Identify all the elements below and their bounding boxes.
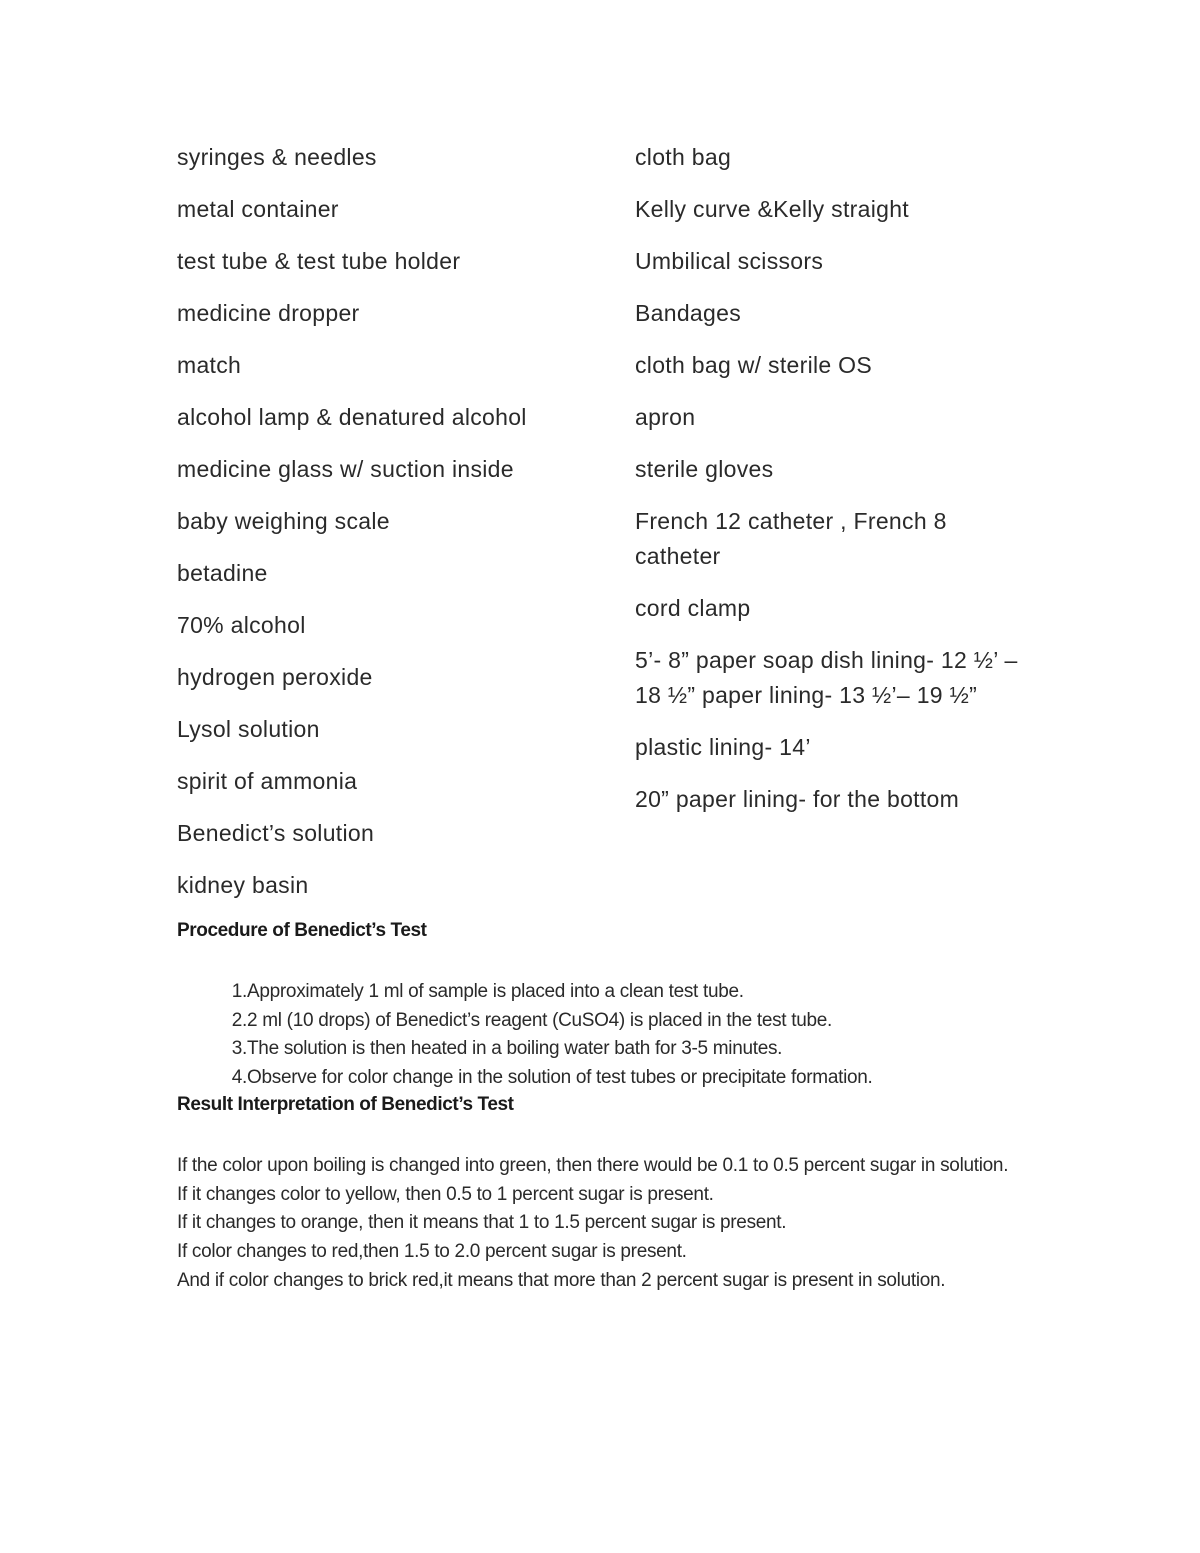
result-line: If color changes to red,then 1.5 to 2.0 percent sugar is present. — [177, 1241, 687, 1263]
step-number: 3. — [231, 1038, 247, 1060]
equipment-item: hydrogen peroxide — [177, 664, 373, 690]
equipment-item: Benedict’s solution — [177, 820, 375, 846]
equipment-item: Kelly curve &Kelly straight — [635, 196, 909, 222]
equipment-item: sterile gloves — [635, 456, 774, 482]
list-item — [177, 1007, 1037, 1036]
equipment-item: baby weighing scale — [177, 508, 390, 534]
step-number: 2. — [231, 1009, 247, 1031]
equipment-list-right — [635, 140, 1035, 834]
equipment-item: French 12 catheter , French 8 catheter — [635, 508, 947, 569]
equipment-item: betadine — [177, 560, 268, 586]
result-line: If it changes color to yellow, then 0.5 to 1 percent sugar is present. — [177, 1183, 714, 1205]
result-title: Result Interpretation of Benedict’s Test — [177, 1094, 514, 1115]
list-item — [177, 1064, 1037, 1093]
step-number: 4. — [231, 1067, 247, 1089]
step-text: The solution is then heated in a boiling water bath for 3-5 minutes. — [247, 1038, 783, 1060]
equipment-item: spirit of ammonia — [177, 768, 358, 794]
equipment-list-left — [177, 140, 617, 920]
step-text: Approximately 1 ml of sample is placed into a clean test tube. — [247, 981, 744, 1002]
list-item — [177, 1035, 1037, 1064]
equipment-item: cloth bag — [635, 144, 732, 170]
result-line: And if color changes to brick red,it means that more than 2 percent sugar is present in solution. — [177, 1269, 946, 1291]
equipment-item: kidney basin — [177, 872, 309, 898]
result-line: If the color upon boiling is changed into green, then there would be 0.1 to 0.5 percent sugar in solution. — [177, 1155, 1009, 1176]
equipment-item: Lysol solution — [177, 716, 320, 742]
equipment-item: alcohol lamp & denatured alcohol — [177, 404, 527, 430]
step-text: Observe for color change in the solution of test tubes or precipitate formation. — [247, 1067, 873, 1089]
equipment-item: medicine glass w/ suction inside — [177, 456, 514, 482]
list-item — [177, 978, 1037, 1007]
equipment-item: cloth bag w/ sterile OS — [635, 352, 873, 378]
equipment-item: syringes & needles — [177, 144, 377, 170]
step-text: 2 ml (10 drops) of Benedict’s reagent (CuSO4) is placed in the test tube. — [247, 1009, 833, 1031]
equipment-item: 5’- 8” paper soap dish lining- 12 ½’ – 18 ½” paper lining- 13 ½’– 19 ½” — [635, 647, 1018, 708]
equipment-item: metal container — [177, 196, 339, 222]
equipment-item: 70% alcohol — [177, 612, 306, 638]
equipment-item: 20” paper lining- for the bottom — [635, 786, 960, 812]
procedure-steps — [177, 978, 1037, 1093]
equipment-item: match — [177, 352, 242, 378]
result-interpretation — [177, 1152, 1017, 1296]
result-line: If it changes to orange, then it means that 1 to 1.5 percent sugar is present. — [177, 1212, 787, 1234]
equipment-item: medicine dropper — [177, 300, 360, 326]
equipment-item: Bandages — [635, 300, 741, 326]
equipment-item: Umbilical scissors — [635, 248, 824, 274]
equipment-item: test tube & test tube holder — [177, 248, 461, 274]
procedure-title: Procedure of Benedict’s Test — [177, 920, 427, 941]
step-number: 1. — [231, 981, 247, 1002]
equipment-item: cord clamp — [635, 595, 751, 621]
equipment-item: apron — [635, 404, 696, 430]
equipment-item: plastic lining- 14’ — [635, 734, 811, 760]
